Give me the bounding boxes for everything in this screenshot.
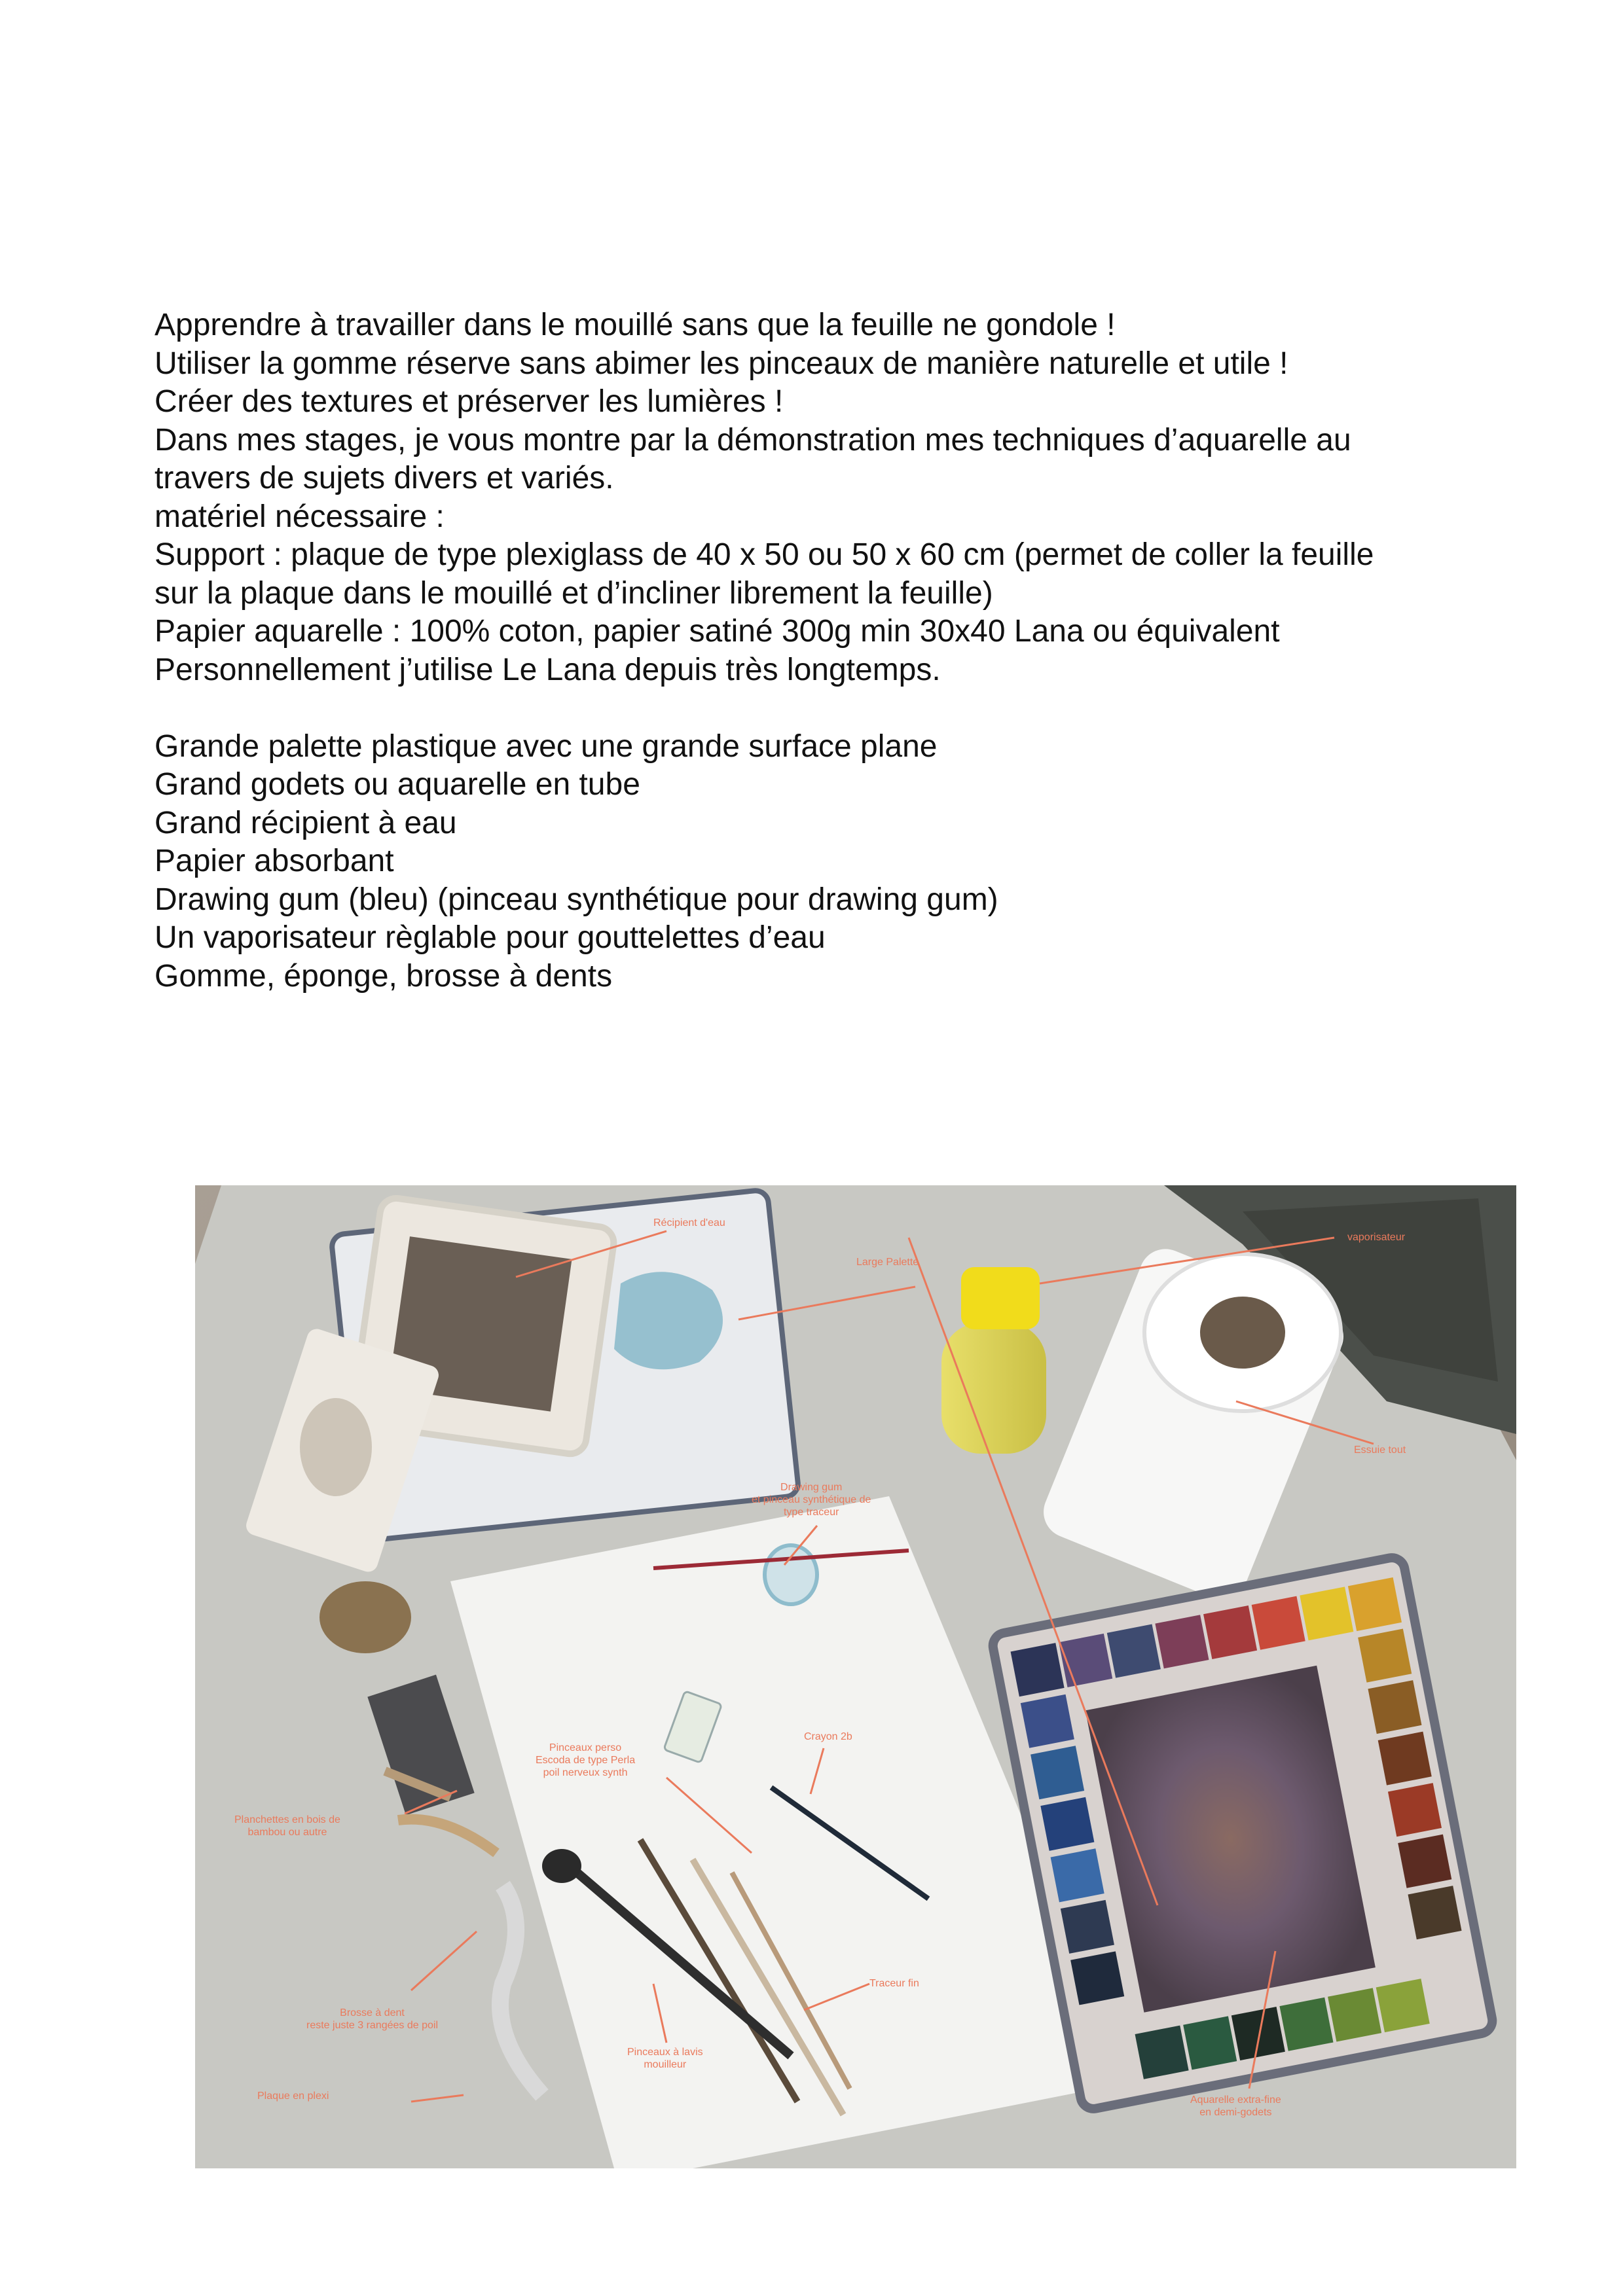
paper-towel-core [1200,1297,1285,1369]
label-traceur: Traceur fin [869,1978,919,1989]
intro-line: travers de sujets divers et variés. [155,461,614,495]
materials-item: Grand godets ou aquarelle en tube [155,767,640,802]
intro-line: Utiliser la gomme réserve sans abimer les pinceaux de manière naturelle et utile ! [155,346,1288,381]
spray-head [961,1267,1040,1329]
label-pinceaux-perso: Pinceaux perso Escoda de type Perla poil nerveux synth [536,1742,636,1778]
intro-line: Créer des textures et préserver les lumières ! [155,384,784,419]
materials-photo [195,1185,1516,2168]
materials-item: Gomme, éponge, brosse à dents [155,958,613,994]
wash-brush-head [542,1849,581,1883]
materials-item: Un vaporisateur règlable pour gouttelettes d’eau [155,920,826,955]
label-plaque: Plaque en plexi [257,2090,329,2102]
intro-line: Apprendre à travailler dans le mouillé sans que la feuille ne gondole ! [155,308,1116,342]
label-lavis: Pinceaux à lavis mouilleur [627,2047,703,2070]
materials-item: Drawing gum (bleu) (pinceau synthétique pour drawing gum) [155,882,998,917]
small-container-hole [300,1398,372,1496]
sponge [319,1581,411,1653]
label-vaporisateur: vaporisateur [1347,1232,1406,1243]
spray-bottle [941,1323,1046,1454]
intro-line: Papier aquarelle : 100% coton, papier satiné 300g min 30x40 Lana ou équivalent [155,614,1280,649]
intro-line: Personnellement j’utilise Le Lana depuis très longtemps. [155,652,941,687]
intro-line: Dans mes stages, je vous montre par la démonstration mes techniques d’aquarelle au [155,422,1351,457]
drawing-gum-jar [765,1545,817,1604]
materials-item: Grand récipient à eau [155,805,457,840]
label-brosse: Brosse à dent reste juste 3 rangées de poil [306,2007,439,2031]
label-aquarelle: Aquarelle extra-fine en demi-godets [1190,2094,1281,2118]
intro-line: Support : plaque de type plexiglass de 40 x 50 ou 50 x 60 cm (permet de coller la feuille [155,537,1374,572]
label-recipient: Récipient d'eau [653,1217,725,1229]
intro-line: matériel nécessaire : [155,499,445,534]
article-text [155,306,1516,996]
intro-line: sur la plaque dans le mouillé et d’incliner librement la feuille) [155,575,993,611]
materials-item: Grande palette plastique avec une grande surface plane [155,728,938,764]
palette-paint-stain [614,1272,723,1369]
label-crayon: Crayon 2b [804,1731,852,1742]
label-planchettes: Planchettes en bois de bambou ou autre [234,1814,340,1838]
paragraph-gap [155,689,1516,728]
materials-item: Papier absorbant [155,844,394,878]
label-drawing-gum: Drawing gum et pinceau synthétique de type traceur [752,1482,871,1518]
label-large-palette: Large Palette [856,1257,919,1268]
label-essuie-tout: Essuie tout [1354,1444,1406,1456]
